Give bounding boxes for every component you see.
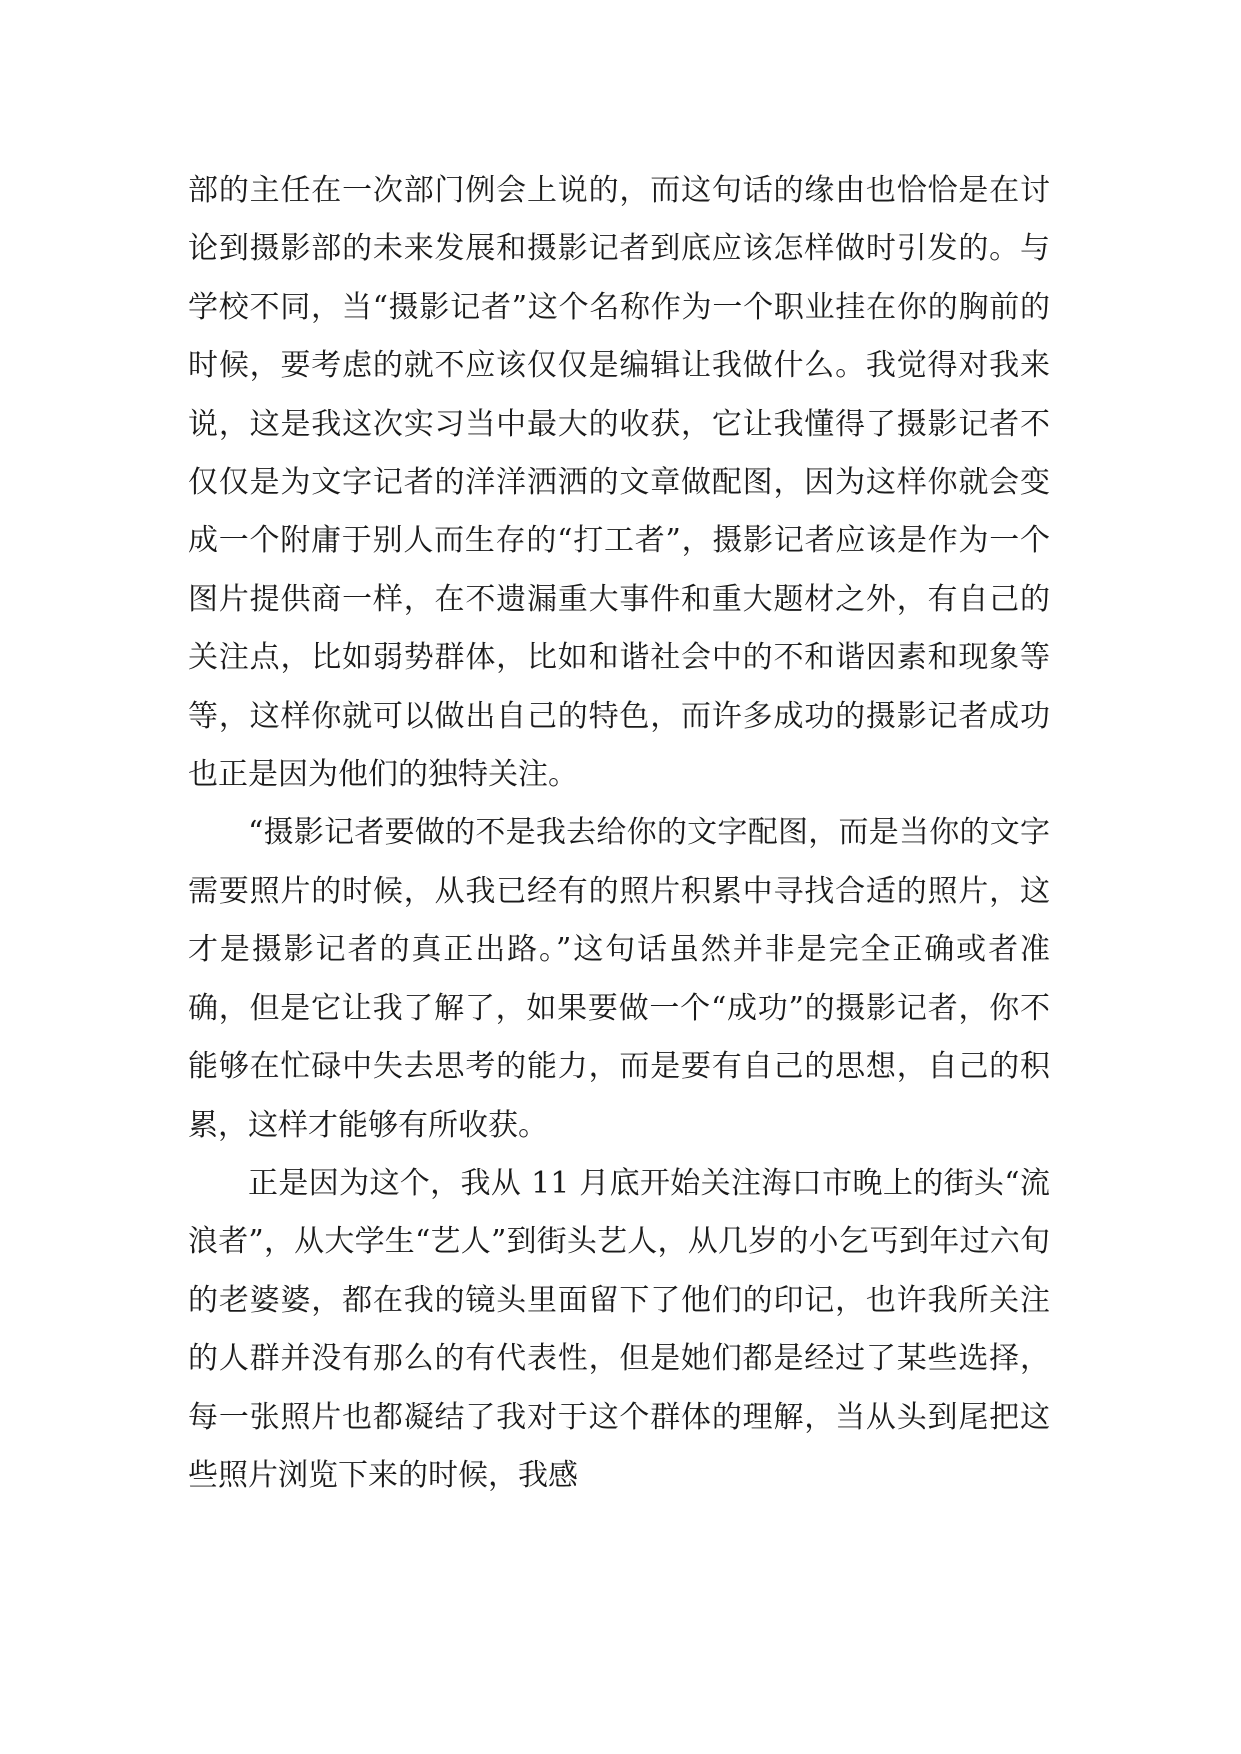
paragraph-3: 正是因为这个，我从 11 月底开始关注海口市晚上的街头“流浪者”，从大学生“艺人”到街头艺人，从几岁的小乞丐到年过六旬的老婆婆，都在我的镜头里面留下了他们的印记，也许我所关注的人群并没有那么的有代表性，但是她们都是经过了某些选择，每一张照片也都凝结了我对于这个群体的理解，当从头到尾把这些照片浏览下来的时候，我感	[188, 1165, 1050, 1493]
paragraph-1: 部的主任在一次部门例会上说的，而这句话的缘由也恰恰是在讨论到摄影部的未来发展和摄影记者到底应该怎样做时引发的。与学校不同，当“摄影记者”这个名称作为一个职业挂在你的胸前的时候，要考虑的就不应该仅仅是编辑让我做什么。我觉得对我来说，这是我这次实习当中最大的收获，它让我懂得了摄影记者不仅仅是为文字记者的洋洋洒洒的文章做配图，因为这样你就会变成一个附庸于别人而生存的“打工者”，摄影记者应该是作为一个图片提供商一样，在不遗漏重大事件和重大题材之外，有自己的关注点，比如弱势群体，比如和谐社会中的不和谐因素和现象等等，这样你就可以做出自己的特色，而许多成功的摄影记者成功也正是因为他们的独特关注。	[188, 173, 1050, 793]
body-text	[188, 162, 1050, 1505]
paragraph-2: “摄影记者要做的不是我去给你的文字配图，而是当你的文字需要照片的时候，从我已经有的照片积累中寻找合适的照片，这才是摄影记者的真正出路。”这句话虽然并非是完全正确或者准确，但是它让我了解了，如果要做一个“成功”的摄影记者，你不能够在忙碌中失去思考的能力，而是要有自己的思想，自己的积累，这样才能够有所收获。	[188, 815, 1050, 1143]
